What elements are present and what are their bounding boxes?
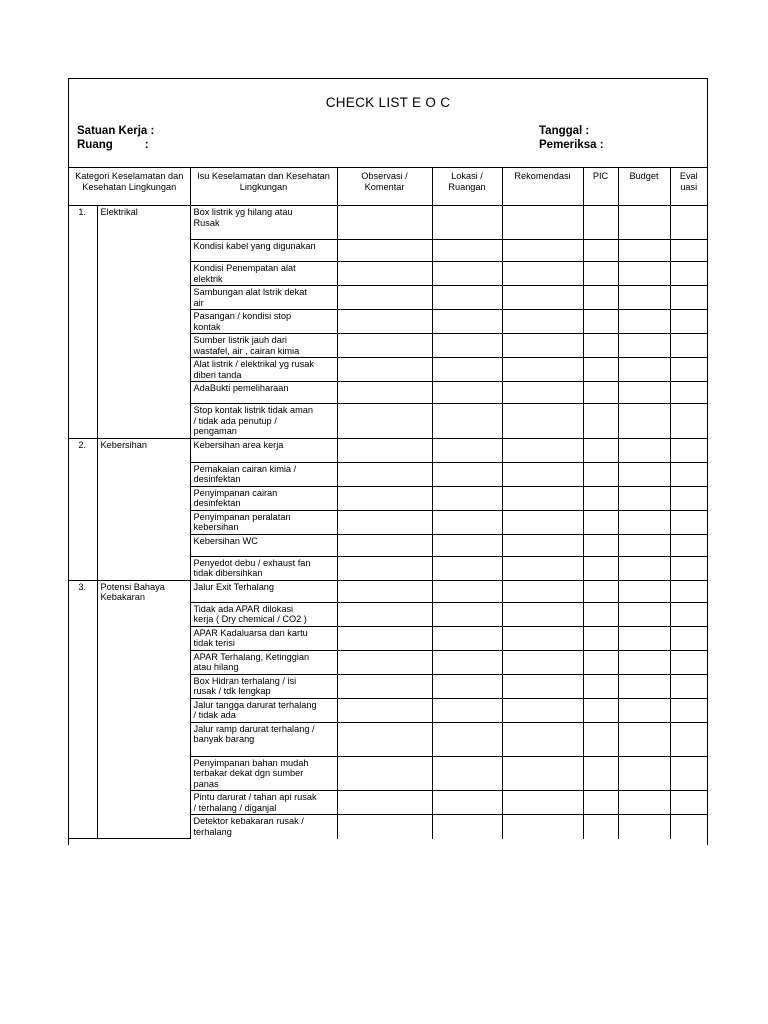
rekomendasi-cell[interactable] (502, 438, 583, 462)
issue-cell: Kondisi Penempatan alat elektrik (190, 262, 337, 286)
issue-cell: Stop kontak listrik tidak aman / tidak ada penutup / pengaman (190, 404, 337, 439)
observasi-cell[interactable] (337, 286, 432, 310)
observasi-cell[interactable] (337, 698, 432, 722)
rekomendasi-cell[interactable] (502, 404, 583, 439)
pic-cell[interactable] (583, 310, 618, 334)
observasi-cell[interactable] (337, 404, 432, 439)
rekomendasi-cell[interactable] (502, 650, 583, 674)
issue-cell: Penyedot debu / exhaust fan tidak dibersihkan (190, 556, 337, 580)
lokasi-cell[interactable] (432, 438, 502, 462)
budget-cell[interactable] (618, 486, 670, 510)
category-name: Potensi Bahaya Kebakaran (97, 580, 190, 839)
issue-cell: AdaBukti pemeliharaan (190, 382, 337, 404)
col-header-evaluasi: Eval uasi (670, 168, 707, 206)
lokasi-cell[interactable] (432, 534, 502, 556)
pic-cell[interactable] (583, 438, 618, 462)
budget-cell[interactable] (618, 334, 670, 358)
table-row (69, 206, 707, 240)
lokasi-cell[interactable] (432, 626, 502, 650)
issue-cell: Pintu darurat / tahan api rusak / terhalang / diganjal (190, 791, 337, 815)
issue-cell: Sambungan alat lstrik dekat air (190, 286, 337, 310)
evaluasi-cell[interactable] (670, 756, 707, 791)
evaluasi-cell[interactable] (670, 206, 707, 240)
observasi-cell[interactable] (337, 791, 432, 815)
pic-cell[interactable] (583, 756, 618, 791)
observasi-cell[interactable] (337, 310, 432, 334)
lokasi-cell[interactable] (432, 334, 502, 358)
observasi-cell[interactable] (337, 534, 432, 556)
issue-cell: Jalur ramp darurat terhalang / banyak barang (190, 722, 337, 756)
lokasi-cell[interactable] (432, 556, 502, 580)
lokasi-cell[interactable] (432, 580, 502, 602)
lokasi-cell[interactable] (432, 404, 502, 439)
issue-cell: Pemakaian cairan kimia / desinfektan (190, 462, 337, 486)
budget-cell[interactable] (618, 791, 670, 815)
rekomendasi-cell[interactable] (502, 310, 583, 334)
issue-cell: Tidak ada APAR dilokasi kerja ( Dry chemical / CO2 ) (190, 602, 337, 626)
rekomendasi-cell[interactable] (502, 602, 583, 626)
issue-cell: Jalur tangga darurat terhalang / tidak ada (190, 698, 337, 722)
evaluasi-cell[interactable] (670, 334, 707, 358)
lokasi-cell[interactable] (432, 756, 502, 791)
lokasi-cell[interactable] (432, 602, 502, 626)
pic-cell[interactable] (583, 262, 618, 286)
rekomendasi-cell[interactable] (502, 722, 583, 756)
pic-cell[interactable] (583, 602, 618, 626)
rekomendasi-cell[interactable] (502, 510, 583, 534)
observasi-cell[interactable] (337, 334, 432, 358)
table-row (69, 438, 707, 462)
lokasi-cell[interactable] (432, 262, 502, 286)
pic-cell[interactable] (583, 698, 618, 722)
evaluasi-cell[interactable] (670, 438, 707, 462)
observasi-cell[interactable] (337, 580, 432, 602)
evaluasi-cell[interactable] (670, 404, 707, 439)
issue-cell: Box Hidran terhalang / isi rusak / tdk lengkap (190, 674, 337, 698)
rekomendasi-cell[interactable] (502, 534, 583, 556)
pic-cell[interactable] (583, 358, 618, 382)
observasi-cell[interactable] (337, 602, 432, 626)
observasi-cell[interactable] (337, 462, 432, 486)
budget-cell[interactable] (618, 404, 670, 439)
observasi-cell[interactable] (337, 382, 432, 404)
evaluasi-cell[interactable] (670, 722, 707, 756)
issue-cell: Alat listrik / elektrikal yg rusak diberi tanda (190, 358, 337, 382)
observasi-cell[interactable] (337, 438, 432, 462)
pic-cell[interactable] (583, 240, 618, 262)
observasi-cell[interactable] (337, 510, 432, 534)
observasi-cell[interactable] (337, 556, 432, 580)
observasi-cell[interactable] (337, 626, 432, 650)
budget-cell[interactable] (618, 602, 670, 626)
observasi-cell[interactable] (337, 262, 432, 286)
evaluasi-cell[interactable] (670, 462, 707, 486)
checklist-sheet (68, 78, 708, 845)
lokasi-cell[interactable] (432, 510, 502, 534)
pic-cell[interactable] (583, 650, 618, 674)
category-number: 3. (69, 580, 97, 839)
lokasi-cell[interactable] (432, 674, 502, 698)
budget-cell[interactable] (618, 722, 670, 756)
observasi-cell[interactable] (337, 486, 432, 510)
observasi-cell[interactable] (337, 240, 432, 262)
col-header-isu: Isu Keselamatan dan Kesehatan Lingkungan (190, 168, 337, 206)
category-name: Kebersihan (97, 438, 190, 580)
rekomendasi-cell[interactable] (502, 462, 583, 486)
observasi-cell[interactable] (337, 722, 432, 756)
lokasi-cell[interactable] (432, 358, 502, 382)
pic-cell[interactable] (583, 404, 618, 439)
col-header-pic: PIC (583, 168, 618, 206)
budget-cell[interactable] (618, 206, 670, 240)
pic-cell[interactable] (583, 534, 618, 556)
observasi-cell[interactable] (337, 674, 432, 698)
issue-cell: Pasangan / kondisi stop kontak (190, 310, 337, 334)
budget-cell[interactable] (618, 382, 670, 404)
checklist-table (69, 167, 707, 839)
budget-cell[interactable] (618, 262, 670, 286)
rekomendasi-cell[interactable] (502, 698, 583, 722)
checklist-rows (69, 206, 707, 839)
issue-cell: APAR Kadaluarsa dan kartu tidak terisi (190, 626, 337, 650)
lokasi-cell[interactable] (432, 650, 502, 674)
budget-cell[interactable] (618, 674, 670, 698)
pic-cell[interactable] (583, 286, 618, 310)
category-number: 2. (69, 438, 97, 580)
evaluasi-cell[interactable] (670, 486, 707, 510)
budget-cell[interactable] (618, 240, 670, 262)
budget-cell[interactable] (618, 650, 670, 674)
col-header-kategori: Kategori Keselamatan dan Kesehatan Lingkungan (69, 168, 190, 206)
pemeriksa-label: Pemeriksa : (539, 139, 604, 151)
budget-cell[interactable] (618, 286, 670, 310)
category-number: 1. (69, 206, 97, 439)
issue-cell: Kebersihan WC (190, 534, 337, 556)
issue-cell: Kondisi kabel yang digunakan (190, 240, 337, 262)
issue-cell: APAR Terhalang, Ketinggian atau hilang (190, 650, 337, 674)
lokasi-cell[interactable] (432, 698, 502, 722)
evaluasi-cell[interactable] (670, 580, 707, 602)
budget-cell[interactable] (618, 698, 670, 722)
rekomendasi-cell[interactable] (502, 486, 583, 510)
col-header-budget: Budget (618, 168, 670, 206)
evaluasi-cell[interactable] (670, 791, 707, 815)
budget-cell[interactable] (618, 556, 670, 580)
rekomendasi-cell[interactable] (502, 334, 583, 358)
tanggal-label: Tanggal : (539, 125, 590, 137)
budget-cell[interactable] (618, 438, 670, 462)
evaluasi-cell[interactable] (670, 286, 707, 310)
evaluasi-cell[interactable] (670, 240, 707, 262)
evaluasi-cell[interactable] (670, 650, 707, 674)
observasi-cell[interactable] (337, 756, 432, 791)
rekomendasi-cell[interactable] (502, 626, 583, 650)
pic-cell[interactable] (583, 382, 618, 404)
pic-cell[interactable] (583, 815, 618, 839)
page-title: CHECK LIST E O C (325, 95, 451, 110)
col-header-rekomendasi: Rekomendasi (502, 168, 583, 206)
ruang-label: Ruang : (77, 139, 149, 151)
col-header-lokasi: Lokasi / Ruangan (432, 168, 502, 206)
observasi-cell[interactable] (337, 815, 432, 839)
issue-cell: Kebersihan area kerja (190, 438, 337, 462)
evaluasi-cell[interactable] (670, 674, 707, 698)
observasi-cell[interactable] (337, 650, 432, 674)
rekomendasi-cell[interactable] (502, 791, 583, 815)
rekomendasi-cell[interactable] (502, 358, 583, 382)
pic-cell[interactable] (583, 462, 618, 486)
rekomendasi-cell[interactable] (502, 286, 583, 310)
issue-cell: Sumber listrik jauh dari wastafel, air , cairan kimia (190, 334, 337, 358)
rekomendasi-cell[interactable] (502, 240, 583, 262)
lokasi-cell[interactable] (432, 286, 502, 310)
pic-cell[interactable] (583, 626, 618, 650)
table-header-row (69, 168, 707, 206)
pic-cell[interactable] (583, 722, 618, 756)
issue-cell: Penyimpanan cairan desinfektan (190, 486, 337, 510)
table-row (69, 580, 707, 602)
issue-cell: Detektor kebakaran rusak / terhalang (190, 815, 337, 839)
pic-cell[interactable] (583, 674, 618, 698)
lokasi-cell[interactable] (432, 240, 502, 262)
rekomendasi-cell[interactable] (502, 382, 583, 404)
budget-cell[interactable] (618, 462, 670, 486)
lokasi-cell[interactable] (432, 382, 502, 404)
pic-cell[interactable] (583, 556, 618, 580)
evaluasi-cell[interactable] (670, 262, 707, 286)
budget-cell[interactable] (618, 756, 670, 791)
evaluasi-cell[interactable] (670, 602, 707, 626)
rekomendasi-cell[interactable] (502, 206, 583, 240)
observasi-cell[interactable] (337, 206, 432, 240)
pic-cell[interactable] (583, 334, 618, 358)
rekomendasi-cell[interactable] (502, 580, 583, 602)
lokasi-cell[interactable] (432, 815, 502, 839)
evaluasi-cell[interactable] (670, 626, 707, 650)
rekomendasi-cell[interactable] (502, 556, 583, 580)
rekomendasi-cell[interactable] (502, 674, 583, 698)
rekomendasi-cell[interactable] (502, 815, 583, 839)
pic-cell[interactable] (583, 580, 618, 602)
issue-cell: Box listrik yg hilang atau Rusak (190, 206, 337, 240)
evaluasi-cell[interactable] (670, 556, 707, 580)
budget-cell[interactable] (618, 510, 670, 534)
lokasi-cell[interactable] (432, 486, 502, 510)
pic-cell[interactable] (583, 206, 618, 240)
lokasi-cell[interactable] (432, 310, 502, 334)
evaluasi-cell[interactable] (670, 510, 707, 534)
issue-cell: Jalur Exit Terhalang (190, 580, 337, 602)
pic-cell[interactable] (583, 791, 618, 815)
budget-cell[interactable] (618, 310, 670, 334)
issue-cell: Penyimpanan bahan mudah terbakar dekat dgn sumber panas (190, 756, 337, 791)
evaluasi-cell[interactable] (670, 310, 707, 334)
budget-cell[interactable] (618, 534, 670, 556)
satuan-kerja-label: Satuan Kerja : (77, 125, 155, 137)
evaluasi-cell[interactable] (670, 815, 707, 839)
lokasi-cell[interactable] (432, 722, 502, 756)
evaluasi-cell[interactable] (670, 698, 707, 722)
rekomendasi-cell[interactable] (502, 756, 583, 791)
lokasi-cell[interactable] (432, 462, 502, 486)
pic-cell[interactable] (583, 486, 618, 510)
col-header-observasi: Observasi / Komentar (337, 168, 432, 206)
lokasi-cell[interactable] (432, 206, 502, 240)
budget-cell[interactable] (618, 358, 670, 382)
lokasi-cell[interactable] (432, 791, 502, 815)
evaluasi-cell[interactable] (670, 534, 707, 556)
rekomendasi-cell[interactable] (502, 262, 583, 286)
observasi-cell[interactable] (337, 358, 432, 382)
budget-cell[interactable] (618, 626, 670, 650)
category-name: Elektrikal (97, 206, 190, 439)
issue-cell: Penyimpanan peralatan kebersihan (190, 510, 337, 534)
evaluasi-cell[interactable] (670, 358, 707, 382)
budget-cell[interactable] (618, 580, 670, 602)
evaluasi-cell[interactable] (670, 382, 707, 404)
budget-cell[interactable] (618, 815, 670, 839)
pic-cell[interactable] (583, 510, 618, 534)
